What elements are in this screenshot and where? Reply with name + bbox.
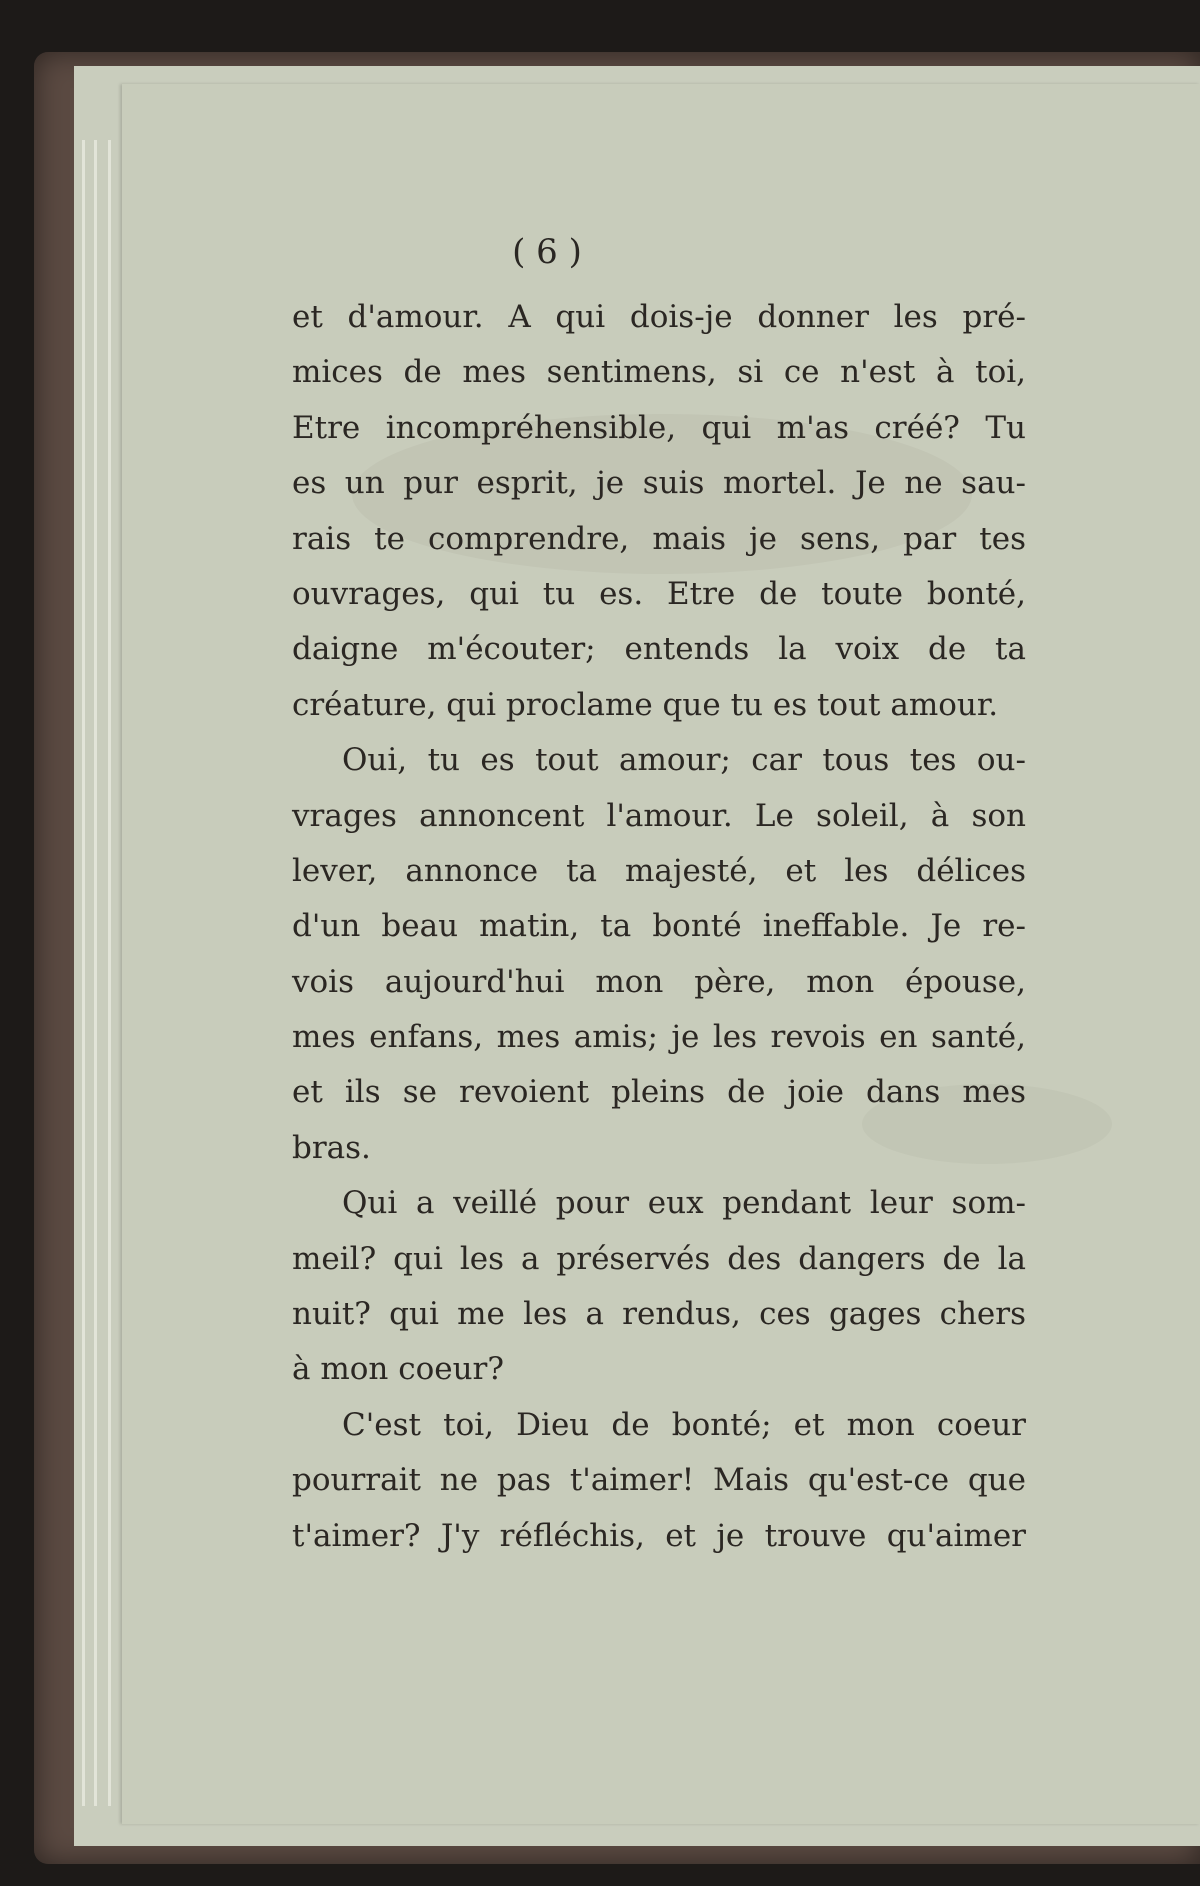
text-line: Qui a veillé pour eux pendant leur som- <box>342 1185 1026 1222</box>
text-line: daigne m'écouter; entends la voix de ta <box>292 631 1026 668</box>
text-line: vois aujourd'hui mon père, mon épouse, <box>292 963 1026 1000</box>
text-line: Oui, tu es tout amour; car tous tes ou- <box>342 742 1026 779</box>
text-line: lever, annonce ta majesté, et les délices <box>292 852 1026 889</box>
text-line: es un pur esprit, je suis mortel. Je ne sau- <box>292 465 1026 502</box>
page-text <box>292 290 1026 1564</box>
page-edge-line <box>108 140 111 1806</box>
text-line: ouvrages, qui tu es. Etre de toute bonté, <box>292 575 1026 612</box>
text-line: créature, qui proclame que tu es tout amour. <box>292 686 999 723</box>
page-edge-line <box>94 140 97 1806</box>
text-line: pourrait ne pas t'aimer! Mais qu'est-ce que <box>292 1462 1026 1499</box>
text-line: et ils se revoient pleins de joie dans mes <box>292 1074 1026 1111</box>
text-line: vrages annoncent l'amour. Le soleil, à son <box>292 797 1026 834</box>
text-line: t'aimer? J'y réfléchis, et je trouve qu'aimer <box>292 1517 1026 1554</box>
text-line: d'un beau matin, ta bonté ineffable. Je re- <box>292 908 1026 945</box>
text-line: à mon coeur? <box>292 1351 504 1388</box>
text-line: nuit? qui me les a rendus, ces gages chers <box>292 1296 1026 1333</box>
text-line: mices de mes sentimens, si ce n'est à toi, <box>292 354 1026 391</box>
text-line: Etre incompréhensible, qui m'as créé? Tu <box>292 409 1026 446</box>
text-line: mes enfans, mes amis; je les revois en santé, <box>292 1019 1026 1056</box>
text-line: bras. <box>292 1129 371 1166</box>
page-number: ( 6 ) <box>512 232 582 272</box>
page-edge-line <box>82 140 85 1806</box>
text-line: C'est toi, Dieu de bonté; et mon coeur <box>342 1406 1026 1443</box>
text-line: et d'amour. A qui dois-je donner les pré- <box>292 299 1026 335</box>
text-line: meil? qui les a préservés des dangers de la <box>292 1240 1026 1277</box>
text-line: rais te comprendre, mais je sens, par tes <box>292 520 1026 557</box>
